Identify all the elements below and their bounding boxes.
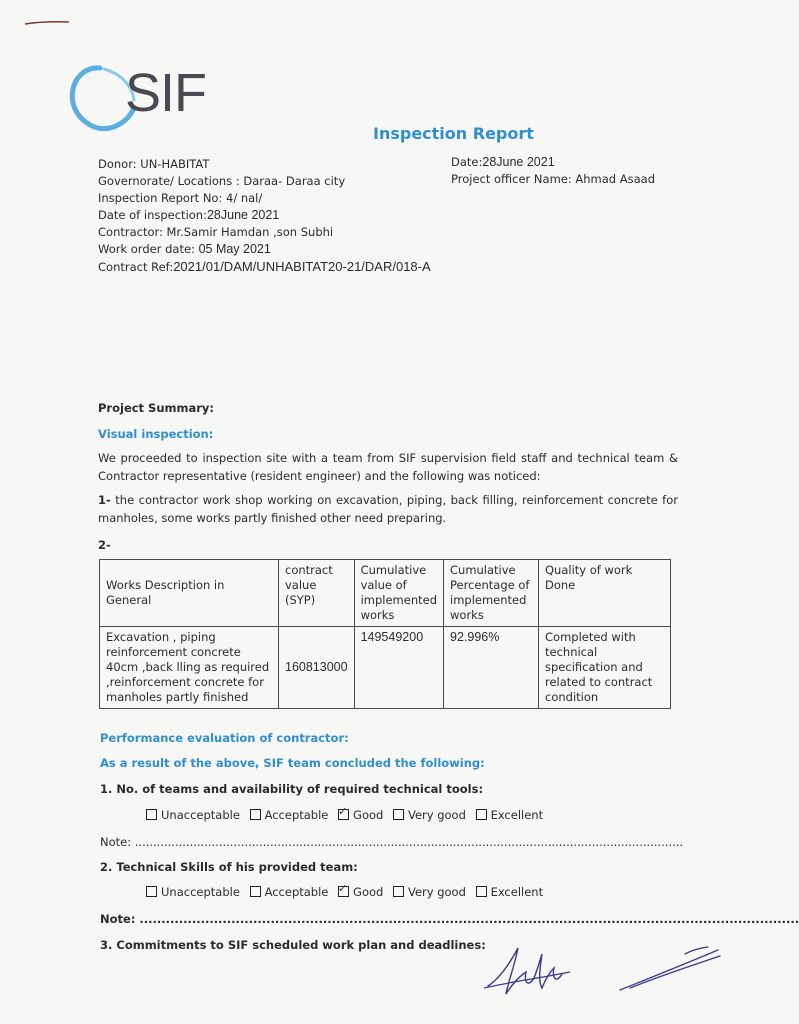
checkbox-icon[interactable] [146,886,157,897]
work-order-row [98,241,431,258]
header-description: Works Description in General [100,560,279,627]
header-cumulative-value: Cumulative value of implemented works [354,560,443,627]
option-label: Unacceptable [161,808,240,822]
works-table [99,559,671,709]
project-summary-heading: Project Summary: [98,401,215,415]
evaluation-subheading: As a result of the above, SIF team concluded the following: [100,756,485,770]
q2-option-excellent[interactable] [476,885,544,899]
officer-row [451,171,655,188]
q2-option-unacceptable[interactable] [146,885,240,899]
location-label: Governorate/ Locations : Daraa- Daraa city [98,174,346,188]
cell-quality: Completed with technical specification and related to contract condition [539,627,671,709]
contract-ref-row [98,258,431,276]
checkbox-icon[interactable] [146,809,157,820]
intro-paragraph: We proceeded to inspection site with a team from SIF supervision field staff and technical team & Contractor representative (resident engineer) and the following was noticed: [98,451,678,483]
cell-contract-value: 160813000 [279,627,355,709]
header-contract-value: contract value (SYP) [279,560,355,627]
inspection-date-value: 28June 2021 [206,208,280,222]
handwritten-signature [480,938,730,1008]
checkbox-icon[interactable] [250,886,261,897]
q1-option-good[interactable] [338,808,383,822]
contract-ref-value: 2021/01/DAM/UNHABITAT20-21/DAR/018-A [173,259,431,274]
logo-text: SIF [125,63,207,123]
q1-option-acceptable[interactable] [250,808,329,822]
q1-note[interactable]: Note: ...................................................................................................................................................... [100,835,684,849]
item2-number: 2- [98,538,111,552]
item1-number: 1- [98,493,111,507]
option-label: Excellent [490,885,544,899]
checkbox-icon[interactable] [393,809,404,820]
date-label: Date: [451,155,483,169]
checkbox-icon[interactable] [476,886,487,897]
report-meta-right [451,154,655,188]
q2-option-good[interactable] [338,885,383,899]
evaluation-heading: Performance evaluation of contractor: [100,731,349,745]
page-title: Inspection Report [373,124,534,143]
report-no-value: 4/ nal/ [226,191,263,205]
cell-cumulative-percentage: 92.996% [444,627,539,709]
q3-title: 3. Commitments to SIF scheduled work plan and deadlines: [100,938,486,952]
work-order-value: 05 May 2021 [198,242,271,256]
cell-description: Excavation , piping reinforcement concrete 40cm ,back lling as required ,reinforcement concrete for manholes partly finished [100,627,279,709]
inspection-date-label: Date of inspection: [98,208,207,222]
option-label: Good [353,885,384,899]
q1-options [146,808,549,822]
q1-option-unacceptable[interactable] [146,808,240,822]
table-row [100,627,671,709]
item1-paragraph [98,491,678,527]
q2-note[interactable]: Note: ....................................................................................................................................................... [100,912,799,926]
q1-option-very-good[interactable] [393,808,466,822]
checkbox-checked-icon[interactable] [338,886,349,897]
q1-title: 1. No. of teams and availability of required technical tools: [100,782,484,796]
contractor-label: Contractor: Mr.Samir Hamdan ,son Subhi [98,225,334,239]
q2-title: 2. Technical Skills of his provided team: [100,860,358,874]
donor-row [98,156,431,173]
checkbox-checked-icon[interactable] [338,809,349,820]
option-label: Excellent [490,808,544,822]
report-meta [98,156,431,276]
donor-label: Donor: UN-HABITAT [98,157,210,171]
contract-ref-label: Contract Ref: [98,260,174,274]
option-label: Acceptable [264,808,329,822]
date-row [451,154,655,171]
officer-label: Project officer Name: [451,172,572,186]
officer-value: Ahmad Asaad [575,172,656,186]
cell-cumulative-value: 149549200 [354,627,443,709]
work-order-label: Work order date: [98,242,199,256]
checkbox-icon[interactable] [476,809,487,820]
report-no-label: Inspection Report No: [98,191,226,205]
q2-option-very-good[interactable] [393,885,466,899]
checkbox-icon[interactable] [250,809,261,820]
inspection-date-row [98,207,431,224]
contractor-row [98,224,431,241]
header-cumulative-percentage: Cumulative Percentage of implemented works [444,560,539,627]
option-label: Very good [407,885,466,899]
pen-mark [24,20,70,26]
option-label: Good [353,808,384,822]
q2-options [146,885,549,899]
table-header-row [100,560,671,627]
visual-inspection-heading: Visual inspection: [98,427,214,441]
option-label: Unacceptable [161,885,240,899]
item1-text: the contractor work shop working on excavation, piping, back filling, reinforcement concrete for manholes, some works partly finished other need preparing. [98,493,678,525]
q1-option-excellent[interactable] [476,808,544,822]
option-label: Very good [407,808,466,822]
date-value: 28June 2021 [482,155,555,169]
header-quality: Quality of work Done [539,560,671,627]
report-no-row [98,190,431,207]
checkbox-icon[interactable] [393,886,404,897]
q2-option-acceptable[interactable] [250,885,329,899]
option-label: Acceptable [264,885,329,899]
location-row [98,173,431,190]
